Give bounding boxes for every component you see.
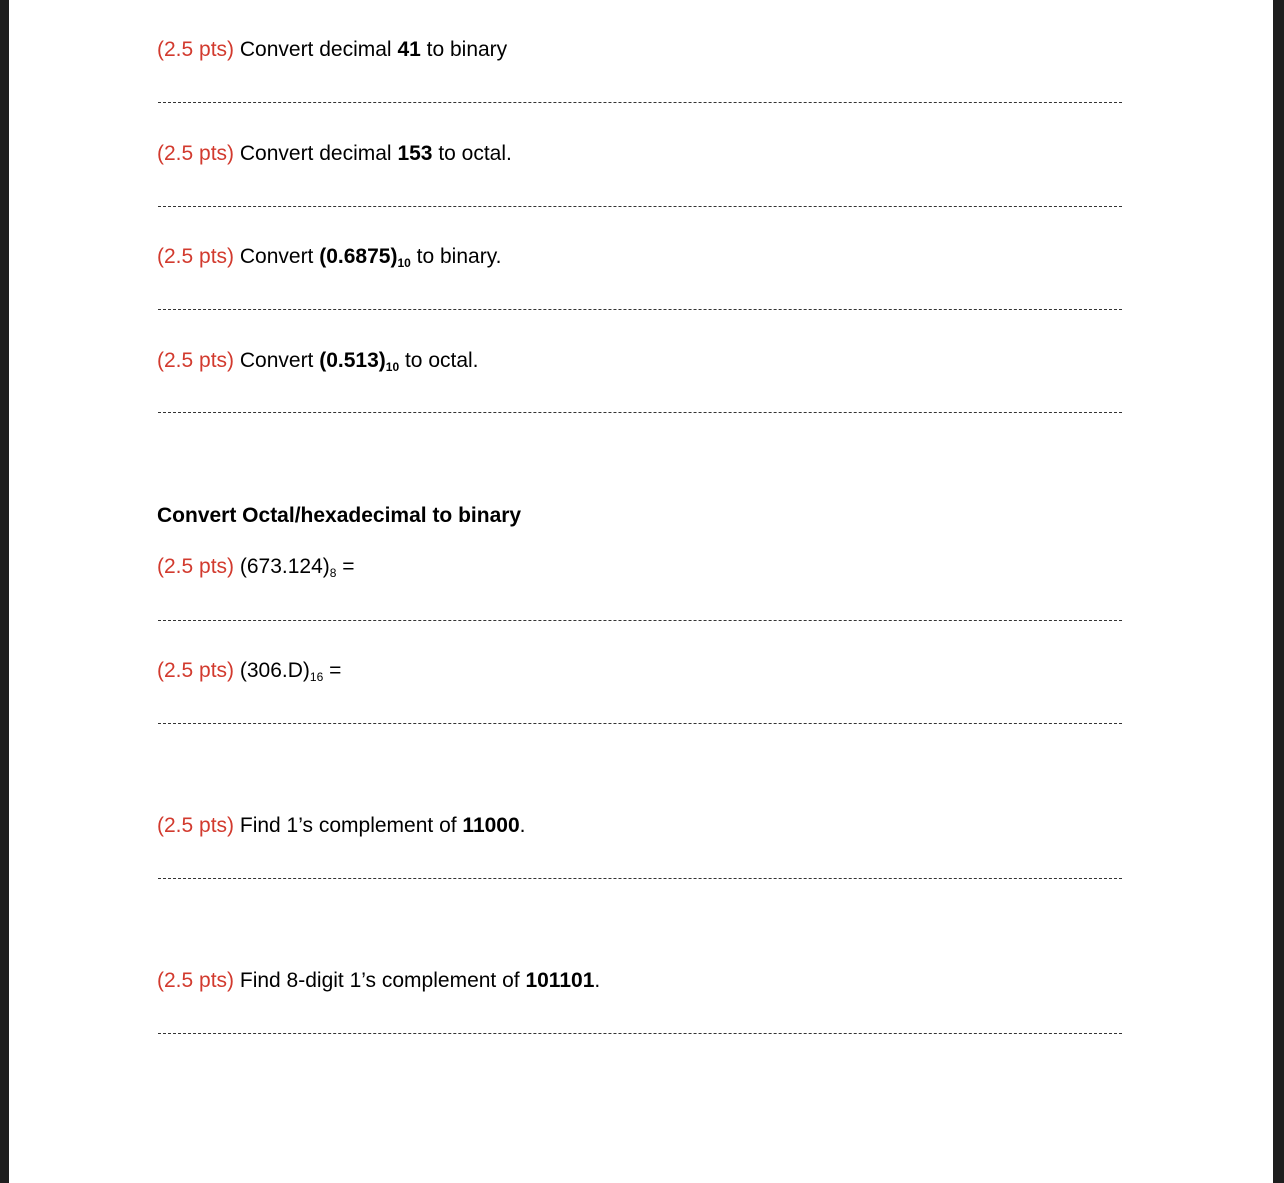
question-text: Convert decimal — [234, 38, 398, 61]
question-text: Find 1’s complement of — [234, 814, 463, 837]
section-heading: Convert Octal/hexadecimal to binary — [157, 504, 522, 527]
answer-line — [158, 309, 1122, 310]
question-value: 101101 — [525, 969, 595, 992]
question-text: Find 8-digit 1’s complement of — [234, 969, 526, 992]
question-text: Convert — [234, 349, 320, 372]
question-hex-to-binary — [157, 658, 341, 686]
points-label: (2.5 pts) — [157, 814, 235, 837]
base-subscript: 10 — [397, 256, 411, 270]
base-subscript: 16 — [309, 670, 324, 684]
base-subscript: 8 — [329, 566, 337, 580]
question-decimal-to-binary — [157, 37, 507, 63]
question-text-end: to binary — [420, 38, 508, 61]
answer-line — [158, 878, 1122, 879]
question-text-end: to octal. — [399, 349, 479, 372]
question-text-end: = — [336, 555, 355, 578]
points-label: (2.5 pts) — [157, 142, 235, 165]
question-value: 153 — [397, 142, 433, 165]
question-text-end: = — [323, 659, 342, 682]
question-text-end: . — [594, 969, 601, 992]
question-fraction-to-binary — [157, 244, 501, 272]
points-label: (2.5 pts) — [157, 38, 235, 61]
question-value: (306.D) — [234, 659, 310, 682]
question-fraction-to-octal — [157, 348, 479, 376]
question-decimal-to-octal — [157, 141, 512, 167]
answer-line — [158, 723, 1122, 724]
question-text-end: to binary. — [410, 245, 502, 268]
question-value: 41 — [397, 38, 421, 61]
points-label: (2.5 pts) — [157, 245, 235, 268]
document-page — [9, 0, 1273, 1183]
question-text: Convert — [234, 245, 320, 268]
question-ones-complement — [157, 813, 526, 839]
question-text-end: to octal. — [432, 142, 512, 165]
question-value: 11000 — [462, 814, 520, 837]
points-label: (2.5 pts) — [157, 555, 235, 578]
question-value: (0.6875) — [319, 245, 398, 268]
points-label: (2.5 pts) — [157, 659, 235, 682]
base-subscript: 10 — [385, 360, 400, 374]
question-text-end: . — [519, 814, 526, 837]
answer-line — [158, 1033, 1122, 1034]
answer-line — [158, 412, 1122, 413]
answer-line — [158, 206, 1122, 207]
question-value: (673.124) — [234, 555, 330, 578]
answer-line — [158, 102, 1122, 103]
question-octal-to-binary — [157, 554, 355, 582]
answer-line — [158, 620, 1122, 621]
question-8-digit-ones-complement — [157, 968, 600, 994]
points-label: (2.5 pts) — [157, 349, 235, 372]
question-text: Convert decimal — [234, 142, 398, 165]
question-value: (0.513) — [319, 349, 386, 372]
points-label: (2.5 pts) — [157, 969, 235, 992]
